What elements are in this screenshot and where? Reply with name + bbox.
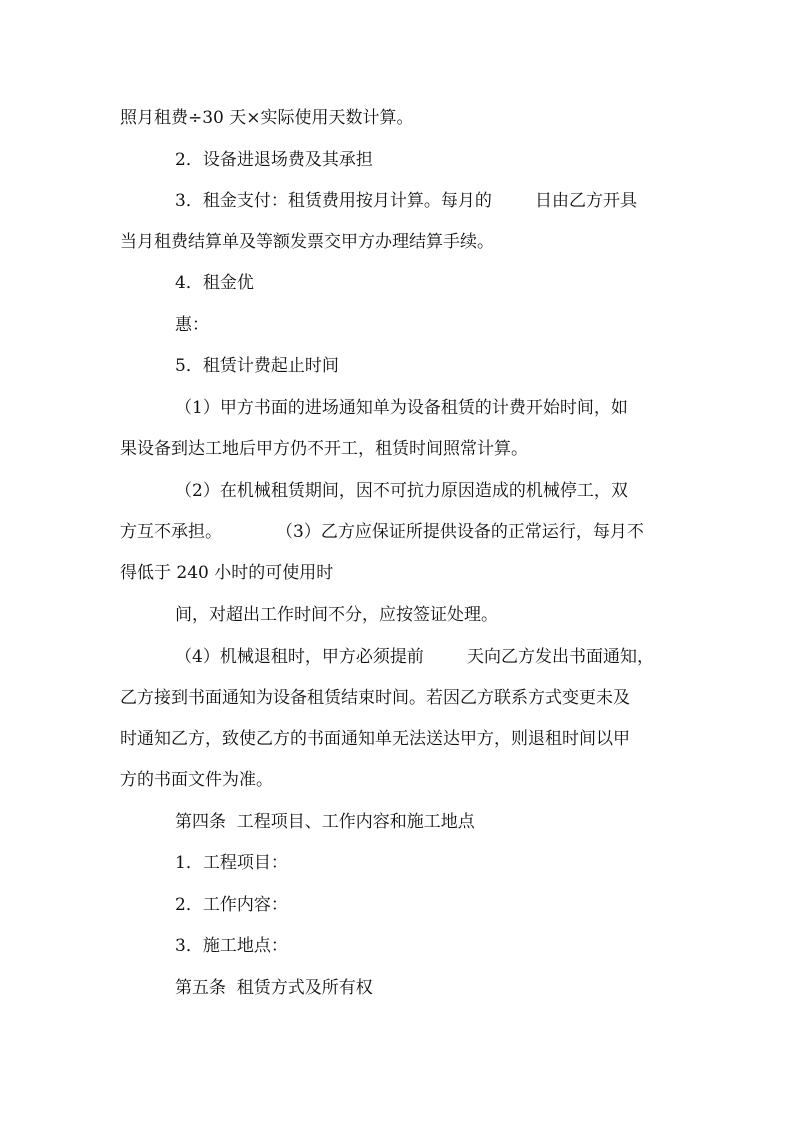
text-line: 方的书面文件为准。 (120, 770, 273, 790)
list-item: 1．工程项目： (175, 853, 288, 873)
list-item: 2．工作内容： (175, 895, 288, 915)
text-line: 乙方接到书面通知为设备租赁结束时间。若因乙方联系方式变更未及 (120, 688, 630, 708)
section-heading: 第四条 工程项目、工作内容和施工地点 (175, 812, 475, 832)
list-item: 3．施工地点： (175, 936, 288, 956)
list-item: 3．租金支付：租赁费用按月计算。每月的 日由乙方开具 (175, 191, 638, 211)
text-line: 果设备到达工地后甲方仍不开工，租赁时间照常计算。 (120, 439, 528, 459)
sub-item: （4）机械退租时，甲方必须提前 天向乙方发出书面通知， (175, 647, 655, 667)
list-item: 2．设备进退场费及其承担 (175, 150, 373, 170)
sub-item: （1）甲方书面的进场通知单为设备租赁的计费开始时间，如 (175, 398, 628, 418)
list-item: 4．租金优 (175, 273, 254, 293)
text-line: 照月租费÷30 天×实际使用天数计算。 (120, 108, 414, 128)
text-line: 方互不承担。 （3）乙方应保证所提供设备的正常运行，每月不 (120, 522, 644, 542)
text-line: 时通知乙方，致使乙方的书面通知单无法送达甲方，则退租时间以甲 (120, 729, 630, 749)
text-line: 当月租费结算单及等额发票交甲方办理结算手续。 (120, 232, 494, 252)
sub-item: （2）在机械租赁期间，因不可抗力原因造成的机械停工，双 (175, 481, 628, 501)
text-line: 间，对超出工作时间不分，应按签证处理。 (175, 605, 498, 625)
section-heading: 第五条 租赁方式及所有权 (175, 978, 373, 998)
list-item: 5．租赁计费起止时间 (175, 356, 339, 376)
text-line: 惠： (175, 315, 209, 335)
text-line: 得低于 240 小时的可使用时 (120, 563, 334, 583)
